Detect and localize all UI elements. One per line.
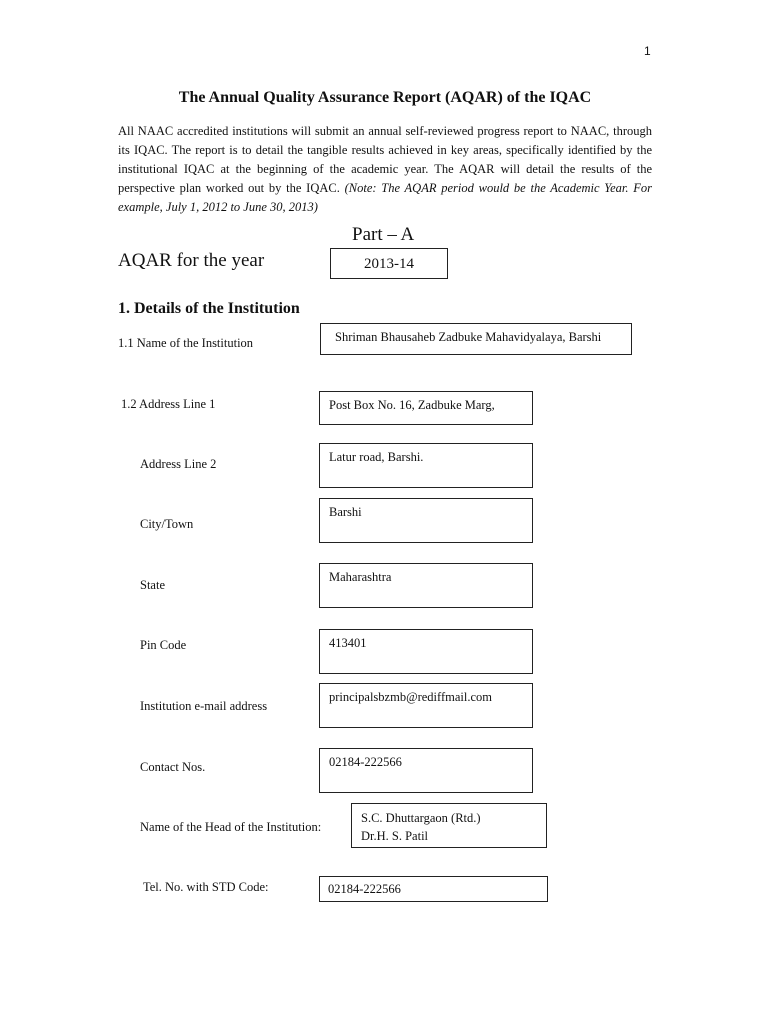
state-label: State: [140, 578, 165, 592]
head-value-line1: S.C. Dhuttargaon (Rtd.): [361, 811, 481, 825]
aqar-year-field[interactable]: 2013-14: [330, 248, 448, 279]
city-label: City/Town: [140, 517, 194, 531]
part-heading: Part – A: [352, 224, 415, 245]
head-field[interactable]: [351, 803, 547, 848]
aqar-year-label: AQAR for the year: [118, 250, 265, 271]
intro-paragraph: [118, 122, 652, 217]
address1-field[interactable]: Post Box No. 16, Zadbuke Marg,: [319, 391, 533, 425]
pin-field[interactable]: 413401: [319, 629, 533, 674]
contact-label: Contact Nos.: [140, 760, 206, 774]
address2-label: Address Line 2: [140, 457, 217, 471]
contact-field[interactable]: 02184-222566: [319, 748, 533, 793]
intro-text: All NAAC accredited institutions will submit an annual self-reviewed progress report to NAAC, through its IQAC. The report is to detail the tangible results achieved in key areas, specifically identified by the institutional IQAC at the beginning of the academic year. The AQAR will detail the results of the perspective plan worked out by the IQAC.: [118, 124, 652, 195]
document-title: The Annual Quality Assurance Report (AQAR) of the IQAC: [178, 89, 592, 106]
page-number: 1: [644, 44, 651, 58]
name-field[interactable]: Shriman Bhausaheb Zadbuke Mahavidyalaya, Barshi: [320, 323, 632, 355]
head-label: Name of the Head of the Institution:: [140, 820, 322, 834]
pin-label: Pin Code: [140, 638, 187, 652]
tel-label: Tel. No. with STD Code:: [143, 880, 269, 894]
intro-note: (Note: The AQAR period would be the Academic Year. For example, July 1, 2012 to June 30, 2013): [118, 181, 652, 214]
email-label: Institution e-mail address: [140, 699, 268, 713]
state-field[interactable]: Maharashtra: [319, 563, 533, 608]
head-value-line2: Dr.H. S. Patil: [361, 829, 429, 843]
section-heading: 1. Details of the Institution: [118, 300, 300, 317]
email-field[interactable]: principalsbzmb@rediffmail.com: [319, 683, 533, 728]
address1-label: 1.2 Address Line 1: [121, 397, 216, 411]
address2-field[interactable]: Latur road, Barshi.: [319, 443, 533, 488]
tel-field[interactable]: 02184-222566: [319, 876, 548, 902]
name-label: 1.1 Name of the Institution: [118, 336, 254, 350]
city-field[interactable]: Barshi: [319, 498, 533, 543]
